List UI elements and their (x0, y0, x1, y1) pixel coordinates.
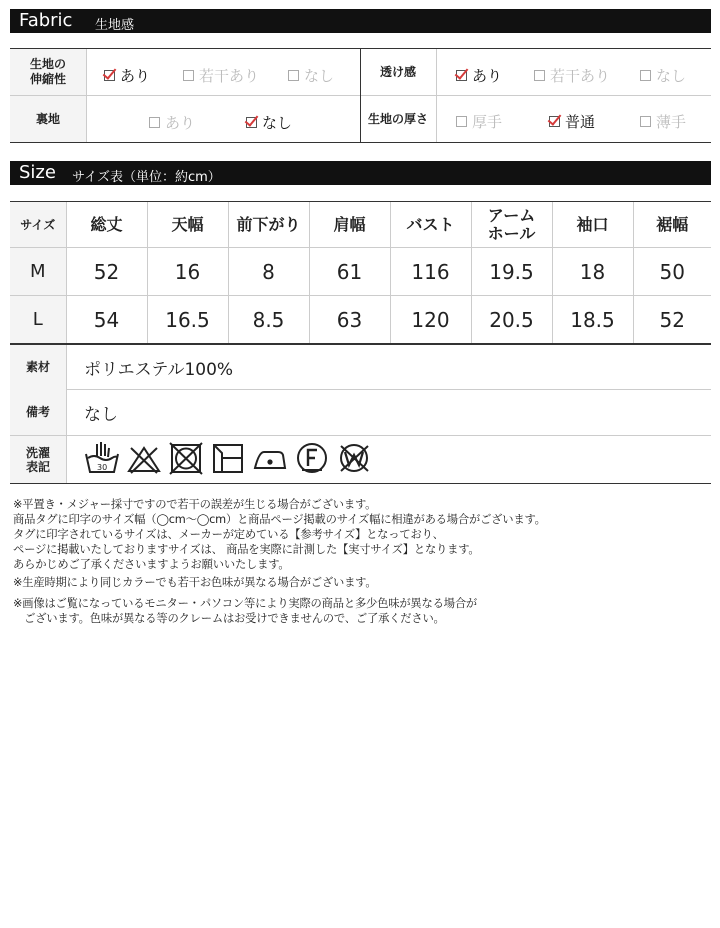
size-cell: 18.5 (552, 296, 633, 344)
size-cell: 16 (147, 248, 228, 296)
checkbox-icon (456, 116, 467, 127)
size-cell: 50 (633, 248, 711, 296)
line-dry-shade-icon (210, 440, 246, 476)
note-line: 商品タグに印字のサイズ幅（◯cm〜◯cm）と商品ページ掲載のサイズ幅に相違がある場合がございます。 (13, 513, 546, 526)
thickness-option-thick: 厚手 (456, 111, 502, 132)
note-line: ※生産時期により同じカラーでも若干お色味が異なる場合がございます。 (13, 576, 377, 589)
size-cell: 20.5 (471, 296, 552, 344)
no-bleach-icon (126, 440, 162, 476)
care-icons (84, 440, 372, 476)
size-header-cell: アーム ホール (471, 202, 552, 248)
checkbox-checked-icon (246, 117, 257, 128)
fabric-table (10, 48, 711, 143)
iron-low-temp-icon (252, 440, 288, 476)
size-header-cell: 裾幅 (633, 202, 711, 248)
size-cell: L (10, 296, 66, 344)
divider (86, 49, 87, 142)
checkbox-icon (288, 70, 299, 81)
fabric-label-stretch: 生地の 伸縮性 (10, 49, 86, 95)
size-header-cell: 肩幅 (309, 202, 390, 248)
size-cell: 52 (633, 296, 711, 344)
stretch-option-yes: あり (104, 65, 150, 86)
checkbox-icon (640, 116, 651, 127)
fabric-label-thickness: 生地の厚さ (367, 111, 428, 126)
size-cell: 63 (309, 296, 390, 344)
size-cell: 52 (66, 248, 147, 296)
lining-option-yes: あり (149, 112, 195, 133)
size-table (10, 201, 711, 344)
checkbox-icon (534, 70, 545, 81)
checkbox-checked-icon (549, 116, 560, 127)
fabric-label-lining: 裏地 (10, 96, 86, 142)
sheer-option-no: なし (640, 65, 686, 86)
thickness-option-normal: 普通 (549, 111, 595, 132)
thickness-option-thin: 薄手 (640, 111, 686, 132)
svg-text:30: 30 (97, 463, 108, 472)
sheer-option-slight: 若干あり (534, 65, 610, 86)
fabric-subtitle: 生地感 (95, 18, 135, 33)
checkbox-checked-icon (456, 70, 467, 81)
care-label: 洗濯 表記 (10, 436, 67, 483)
checkbox-icon (640, 70, 651, 81)
sheer-option-yes: あり (456, 65, 502, 86)
material-value: ポリエステル100% (84, 359, 234, 380)
note-line: タグに印字されているサイズは、メーカーが定めている【参考サイズ】となっており、 (13, 528, 444, 541)
note-line: ページに掲載いたしておりますサイズは、 商品を実際に計測した【実寸サイズ】となります。 (13, 543, 480, 556)
no-tumble-dry-icon (168, 440, 204, 476)
material-label: 素材 (10, 345, 67, 389)
size-cell: 16.5 (147, 296, 228, 344)
notes (13, 497, 546, 626)
size-cell: 8.5 (228, 296, 309, 344)
note-line: ございます。色味が異なる等のクレームはお受けできませんので、ご了承ください。 (13, 612, 445, 625)
stretch-option-no: なし (288, 65, 334, 86)
checkbox-checked-icon (104, 70, 115, 81)
size-header-row (10, 202, 711, 248)
lining-option-no: なし (246, 112, 292, 133)
fabric-title: Fabric (19, 10, 73, 31)
note-line: ※平置き・メジャー採寸ですので若干の誤差が生じる場合がございます。 (13, 498, 377, 511)
size-title: Size (19, 162, 56, 183)
size-cell: M (10, 248, 66, 296)
remarks-row (10, 389, 711, 436)
table-row (10, 296, 711, 344)
size-cell: 18 (552, 248, 633, 296)
checkbox-icon (149, 117, 160, 128)
material-row (10, 344, 711, 390)
size-header-cell: 袖口 (552, 202, 633, 248)
remarks-value: なし (84, 404, 118, 425)
stretch-option-slight: 若干あり (183, 65, 259, 86)
size-header-cell: 総丈 (66, 202, 147, 248)
size-cell: 54 (66, 296, 147, 344)
size-cell: 19.5 (471, 248, 552, 296)
table-row (10, 248, 711, 296)
fabric-label-sheer: 透け感 (379, 64, 416, 79)
size-cell: 120 (390, 296, 471, 344)
size-header-cell: サイズ (10, 202, 66, 248)
note-line: あらかじめご了承くださいますようお願いいたします。 (13, 558, 290, 571)
hand-wash-30-icon (84, 440, 120, 476)
remarks-label: 備考 (10, 389, 67, 435)
size-cell: 61 (309, 248, 390, 296)
size-header-cell: 前下がり (228, 202, 309, 248)
size-cell: 116 (390, 248, 471, 296)
checkbox-icon (183, 70, 194, 81)
size-header-cell: バスト (390, 202, 471, 248)
size-cell: 8 (228, 248, 309, 296)
divider (436, 49, 437, 142)
no-wet-clean-icon (336, 440, 372, 476)
size-header-cell: 天幅 (147, 202, 228, 248)
fabric-section-header (10, 9, 711, 33)
size-subtitle: サイズ表（単位：約cm） (72, 170, 221, 185)
dry-clean-f-icon (294, 440, 330, 476)
size-section-header (10, 161, 711, 185)
note-line: ※画像はご覧になっているモニター・パソコン等により実際の商品と多少色味が異なる場合が (13, 597, 478, 610)
